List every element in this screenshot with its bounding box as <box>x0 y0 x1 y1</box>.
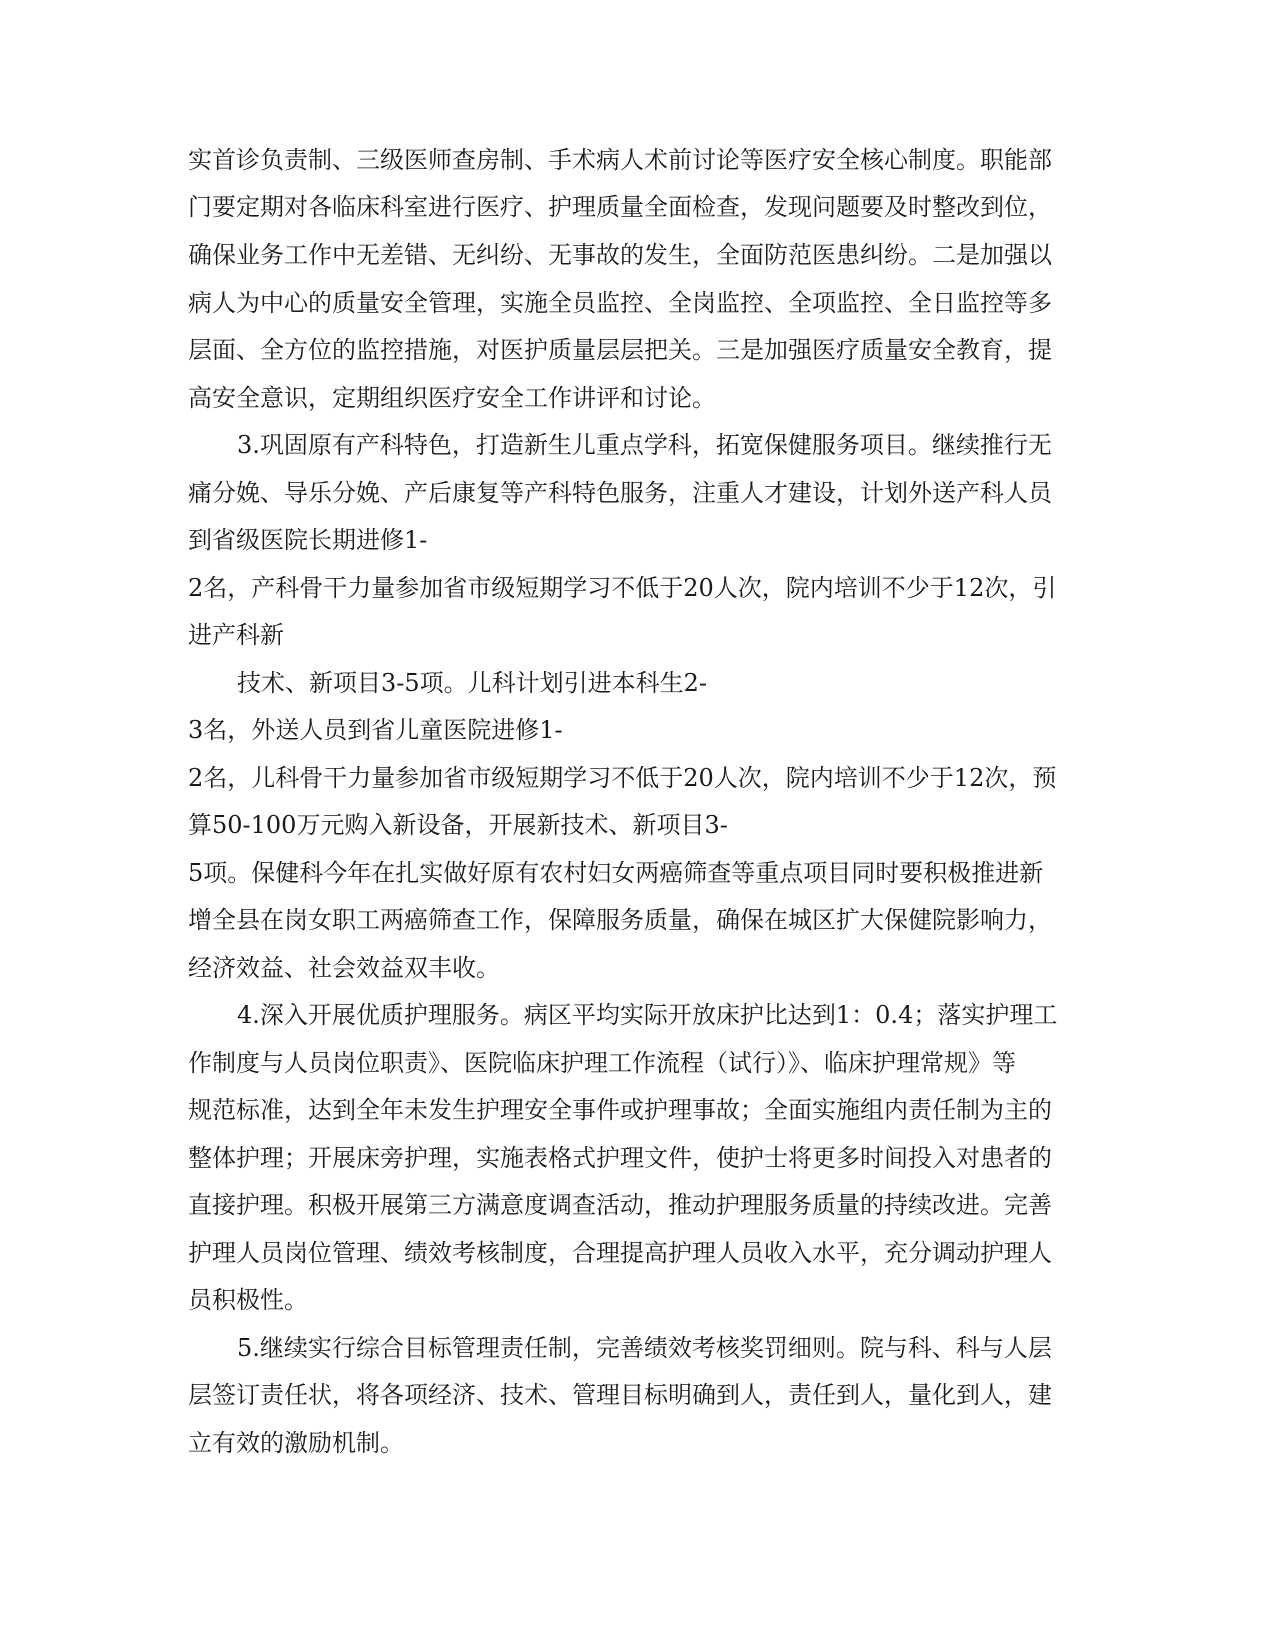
text-line: 算50-100万元购入新设备，开展新技术、新项目3- <box>188 811 728 839</box>
text-line: 4.深入开展优质护理服务。病区平均实际开放床护比达到1：0.4；落实护理工 <box>237 1001 1058 1029</box>
text-line: 3.巩固原有产科特色，打造新生儿重点学科，拓宽保健服务项目。继续推行无 <box>237 431 1052 459</box>
text-line: 2名，产科骨干力量参加省市级短期学习不低于20人次，院内培训不少于12次，引 <box>188 574 1057 602</box>
text-line: 实首诊负责制、三级医师查房制、手术病人术前讨论等医疗安全核心制度。职能部 <box>188 146 1052 174</box>
text-line: 进产科新 <box>188 621 284 649</box>
text-line: 层面、全方位的监控措施，对医护质量层层把关。三是加强医疗质量安全教育，提 <box>188 336 1052 364</box>
text-line: 经济效益、社会效益双丰收。 <box>188 954 500 982</box>
text-line: 层签订责任状，将各项经济、技术、管理目标明确到人，责任到人，量化到人，建 <box>188 1381 1052 1409</box>
text-line: 门要定期对各临床科室进行医疗、护理质量全面检查，发现问题要及时整改到位， <box>188 193 1052 221</box>
text-line: 增全县在岗女职工两癌筛查工作，保障服务质量，确保在城区扩大保健院影响力， <box>188 906 1052 934</box>
text-line: 技术、新项目3-5项。儿科计划引进本科生2- <box>237 669 708 697</box>
text-line: 5项。保健科今年在扎实做好原有农村妇女两癌筛查等重点项目同时要积极推进新 <box>188 859 1044 887</box>
text-line: 作制度与人员岗位职责》、医院临床护理工作流程（试行）》、临床护理常规》等 <box>188 1049 1016 1077</box>
text-line: 整体护理；开展床旁护理，实施表格式护理文件，使护士将更多时间投入对患者的 <box>188 1144 1052 1172</box>
text-line: 3名，外送人员到省儿童医院进修1- <box>188 716 563 744</box>
text-line: 员积极性。 <box>188 1286 308 1314</box>
text-line: 2名，儿科骨干力量参加省市级短期学习不低于20人次，院内培训不少于12次，预 <box>188 764 1057 792</box>
text-line: 规范标准，达到全年未发生护理安全事件或护理事故；全面实施组内责任制为主的 <box>188 1096 1052 1124</box>
text-line: 护理人员岗位管理、绩效考核制度，合理提高护理人员收入水平，充分调动护理人 <box>188 1239 1052 1267</box>
text-line: 立有效的激励机制。 <box>188 1429 404 1457</box>
text-line: 病人为中心的质量安全管理，实施全员监控、全岗监控、全项监控、全日监控等多 <box>188 289 1052 317</box>
text-line: 痛分娩、导乐分娩、产后康复等产科特色服务，注重人才建设，计划外送产科人员 <box>188 479 1052 507</box>
text-line: 到省级医院长期进修1- <box>188 526 428 554</box>
text-line: 5.继续实行综合目标管理责任制，完善绩效考核奖罚细则。院与科、科与人层 <box>237 1334 1052 1362</box>
text-line: 高安全意识，定期组织医疗安全工作讲评和讨论。 <box>188 384 716 412</box>
text-line: 确保业务工作中无差错、无纠纷、无事故的发生，全面防范医患纠纷。二是加强以 <box>188 241 1052 269</box>
text-line: 直接护理。积极开展第三方满意度调查活动，推动护理服务质量的持续改进。完善 <box>188 1191 1052 1219</box>
